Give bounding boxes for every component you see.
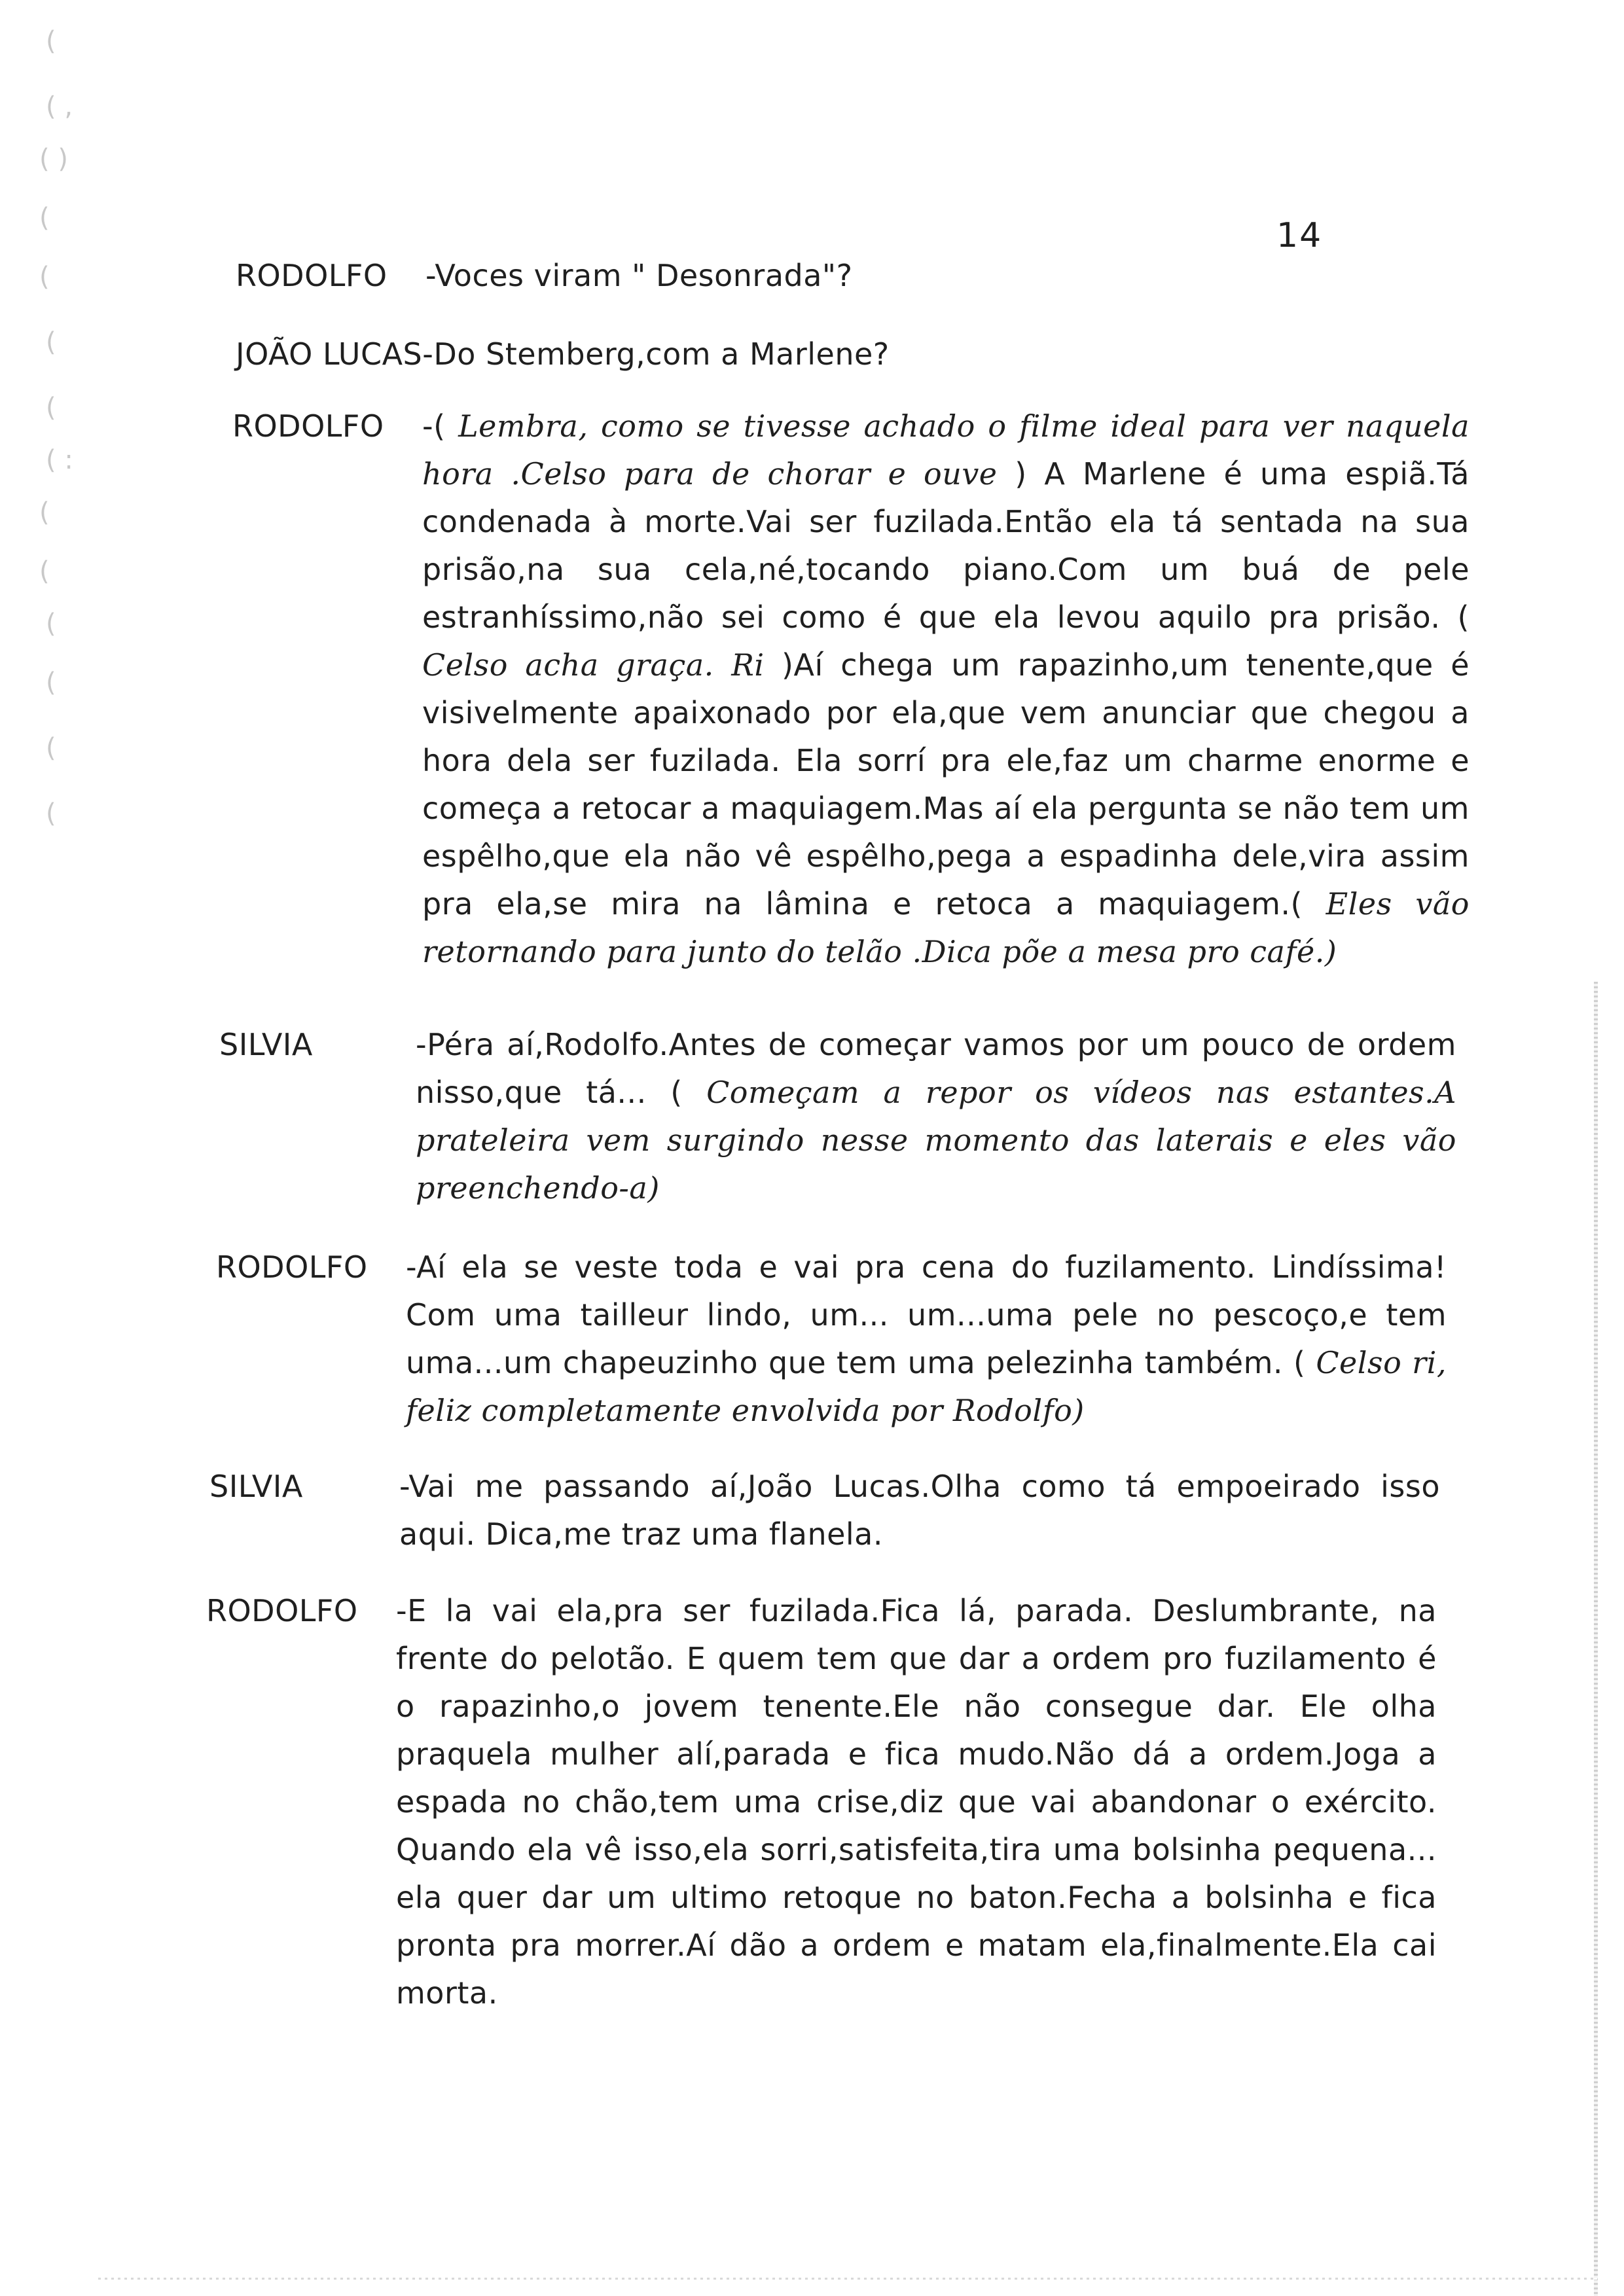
speaker-name: RODOLFO [232, 408, 384, 444]
speech-text: -Do Stemberg,com a Marlene? [422, 336, 890, 372]
dialogue-entry [236, 252, 1466, 304]
scan-edge-bottom [98, 2278, 1597, 2280]
dialogue-entry [216, 1244, 1453, 1440]
stage-direction: Celso ri, feliz completamente envolvida por Rodolfo) [406, 1345, 1447, 1428]
scan-edge-right [1594, 982, 1598, 2296]
speech-text: -Vai me passando aí,João Lucas.Olha como tá empoeirado isso aqui. Dica,me traz uma flanela. [399, 1469, 1440, 1552]
speech-text: -E la vai ela,pra ser fuzilada.Fica lá, parada. Deslumbrante, na frente do pelotão. E quem tem que dar a ordem pro fuzilamento é o rapazinho,o jovem tenente.Ele não consegue dar. Ele olha praquela mulher alí,parada e fica mudo.Não dá a ordem.Joga a espada no chão,tem uma crise,diz que vai abandonar o exército. Quando ela vê isso,ela sorri,satisfeita,tira uma bolsinha pequena... ela quer dar um ultimo retoque no baton.Fecha a bolsinha e fica pronta pra morrer.Aí dão a ordem e matam ela,finalmente.Ela cai morta. [396, 1593, 1437, 2011]
stage-direction: Começam a repor os vídeos nas estantes.A prateleira vem surgindo nesse momento das laterais e eles vão preenchendo-a) [416, 1075, 1456, 1206]
dialogue-entry [232, 403, 1470, 1005]
speaker-name: SILVIA [219, 1027, 313, 1062]
stage-direction: Eles vão retornando para junto do telão .Dica põe a mesa pro café.) [422, 886, 1470, 969]
speaker-name: RODOLFO [206, 1593, 358, 1628]
speaker-name: JOÃO LUCAS [236, 336, 423, 372]
speaker-name: RODOLFO [216, 1249, 368, 1285]
speech-text: -Péra aí,Rodolfo.Antes de começar vamos por um pouco de ordem nisso,que tá... ( Começam a repor os vídeos nas estantes.A prateleira vem surgindo nesse momento das laterais e eles vão preenchendo-a) [416, 1027, 1456, 1206]
dialogue-entry [206, 1587, 1443, 2011]
page-number: 14 [1276, 216, 1323, 255]
speech-text: -Aí ela se veste toda e vai pra cena do fuzilamento. Lindíssima! Com uma tailleur lindo, um... um...uma pele no pescoço,e tem uma...um chapeuzinho que tem uma pelezinha também. ( Celso ri, feliz completamente envolvida por Rodolfo) [406, 1249, 1447, 1428]
speaker-name: RODOLFO [236, 258, 388, 293]
stage-direction: Celso acha graça. Ri [422, 647, 765, 683]
dialogue-entry [219, 1021, 1456, 1217]
speech-text: -Voces viram " Desonrada"? [425, 258, 853, 293]
speech-text: -( Lembra, como se tivesse achado o filme ideal para ver naquela hora .Celso para de chorar e ouve ) A Marlene é uma espiã.Tá condenada à morte.Vai ser fuzilada.Então ela tá sentada na sua prisão,na sua cela,né,tocando piano.Com um buá de pele estranhíssimo,não sei como é que ela levou aquilo pra prisão. ( Celso acha graça. Ri )Aí chega um rapazinho,um tenente,que é visivelmente apaixonado por ela,que vem anunciar que chegou a hora dela ser fuzilada. Ela sorrí pra ele,faz um charme enorme e começa a retocar a maquiagem.Mas aí ela pergunta se não tem um espêlho,que ela não vê espêlho,pega a espadinha dele,vira assim pra ela,se mira na lâmina e retoca a maquiagem.( Eles vão retornando para junto do telão .Dica põe a mesa pro café.) [422, 408, 1470, 969]
dialogue-entry [236, 331, 1466, 383]
stage-direction: Lembra, como se tivesse achado o filme ideal para ver naquela hora .Celso para de chorar e ouve [422, 408, 1470, 492]
speaker-name: SILVIA [209, 1469, 303, 1504]
dialogue-entry [209, 1463, 1447, 1568]
